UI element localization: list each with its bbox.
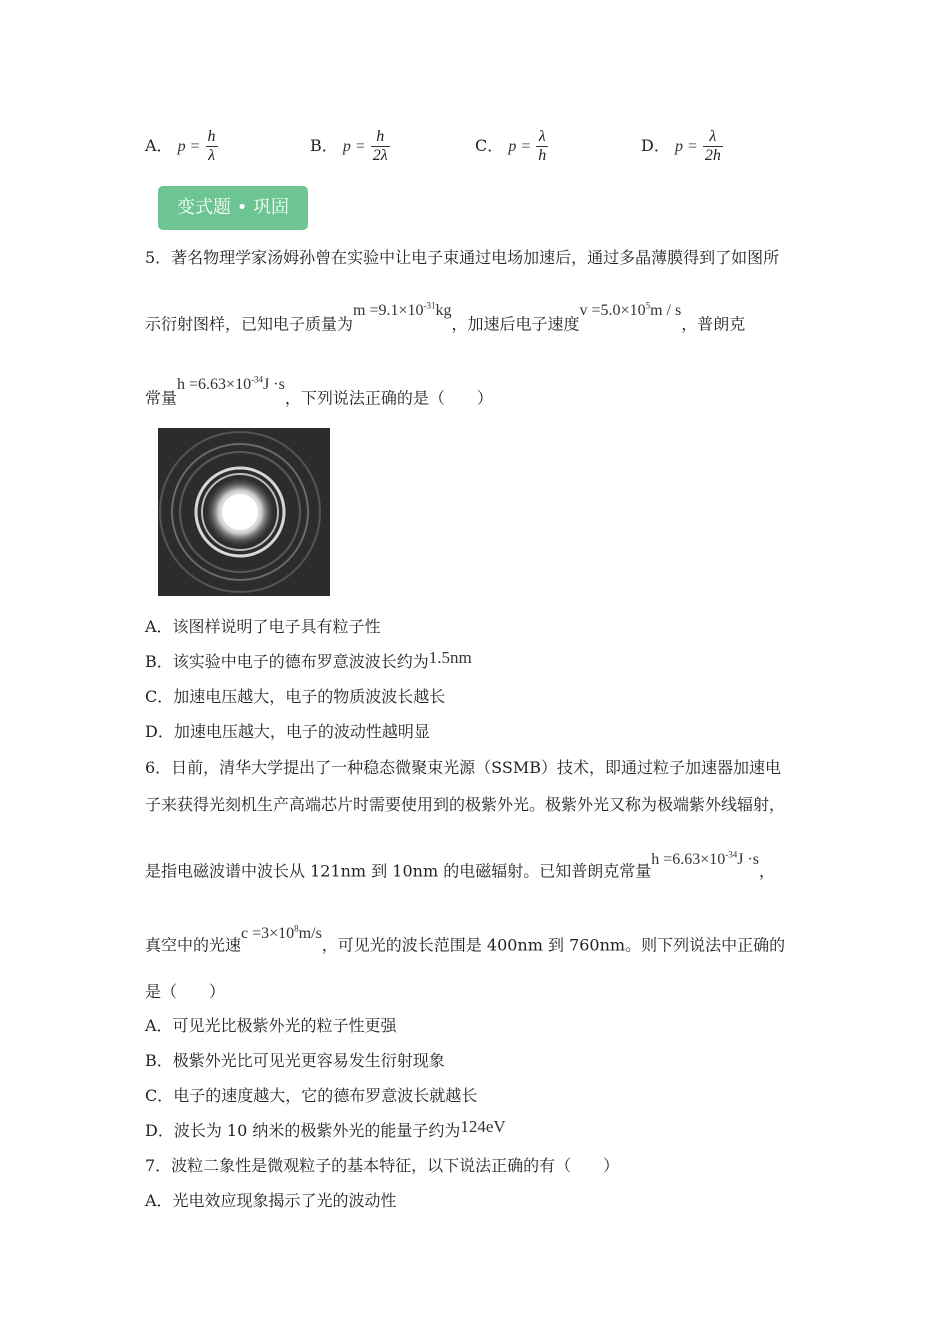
q4-option-c <box>475 128 548 165</box>
q6-line-4: 真空中的光速$c =3\times 10^8m/s$，可见光的波长范围是 400nm 到 760nm。则下列说法中正确的 <box>145 924 786 955</box>
formula-lhs: p = <box>177 138 201 155</box>
fraction: $\frac{\lambda}{h}$ <box>538 128 547 164</box>
q6-option-d: D．波长为 10 纳米的极紫外光的能量子约为124eV <box>145 1117 506 1140</box>
fraction: $\frac{h}{\lambda}$ <box>207 128 216 164</box>
q6-option-c: C．电子的速度越大，它的德布罗意波长就越长 <box>145 1086 478 1105</box>
q5-line-3: 常量$h =6.63\times 10^{-34}J \cdot s$，下列说法正确的是（ ） <box>145 375 493 408</box>
diffraction-pattern-image <box>158 428 330 596</box>
fraction: $\frac{h}{2\lambda}$ <box>372 128 388 164</box>
q5-option-b: B．该实验中电子的德布罗意波波长约为1.5nm <box>145 648 472 671</box>
q5-line-1: 5．著名物理学家汤姆孙曾在实验中让电子束通过电场加速后，通过多晶薄膜得到了如图所 <box>145 248 780 267</box>
option-label: D． <box>641 136 670 155</box>
formula-lhs: p = <box>674 138 698 155</box>
q6-line-1: 6．日前，清华大学提出了一种稳态微聚束光源（SSMB）技术，即通过粒子加速器加速电 <box>145 758 781 777</box>
q4-option-d <box>641 128 723 165</box>
electron-mass: $m =9.1\times 10^{-31}kg$ <box>353 301 452 320</box>
q5-option-a: A．该图样说明了电子具有粒子性 <box>145 617 381 636</box>
q6-option-a: A．可见光比极紫外光的粒子性更强 <box>145 1016 397 1035</box>
planck-constant: $h =6.63\times 10^{-34}J \cdot s$ <box>177 375 285 394</box>
planck-constant: $h =6.63\times 10^{-34}J \cdot s$ <box>651 850 760 869</box>
q5-option-c: C．加速电压越大，电子的物质波波长越长 <box>145 687 446 706</box>
q7-line-1: 7．波粒二象性是微观粒子的基本特征，以下说法正确的有（ ） <box>145 1156 620 1175</box>
q6-line-3: 是指电磁波谱中波长从 121nm 到 10nm 的电磁辐射。已知普朗克常量$h =6.63\times 10^{-34}J \cdot s$， <box>145 850 776 881</box>
electron-speed: $v =5.0\times 10^5m / s$ <box>579 301 682 320</box>
q5-option-d: D．加速电压越大，电子的波动性越明显 <box>145 722 430 741</box>
q6-line-5: 是（ ） <box>145 982 226 1001</box>
fraction: $\frac{\lambda}{2h}$ <box>704 128 721 164</box>
q4-option-a <box>145 128 218 165</box>
section-tag: 变式题 • 巩固 <box>158 186 308 230</box>
speed-of-light: $c =3\times 10^8m/s$ <box>241 924 322 943</box>
q6-line-2: 子来获得光刻机生产高端芯片时需要使用到的极紫外光。极紫外光又称为极端紫外线辐射， <box>145 795 786 814</box>
q7-option-a: A．光电效应现象揭示了光的波动性 <box>145 1191 397 1210</box>
option-label: A． <box>145 136 173 155</box>
option-label: C． <box>475 136 504 155</box>
option-label: B． <box>310 136 338 155</box>
formula-lhs: p = <box>508 138 532 155</box>
q6-option-b: B．极紫外光比可见光更容易发生衍射现象 <box>145 1051 445 1070</box>
q5-line-2: 示衍射图样，已知电子质量为$m =9.1\times 10^{-31}kg$，加速后电子速度$v =5.0\times 10^5m / s$，普朗克 <box>145 301 746 334</box>
q4-option-b <box>310 128 390 165</box>
formula-lhs: p = <box>342 138 366 155</box>
